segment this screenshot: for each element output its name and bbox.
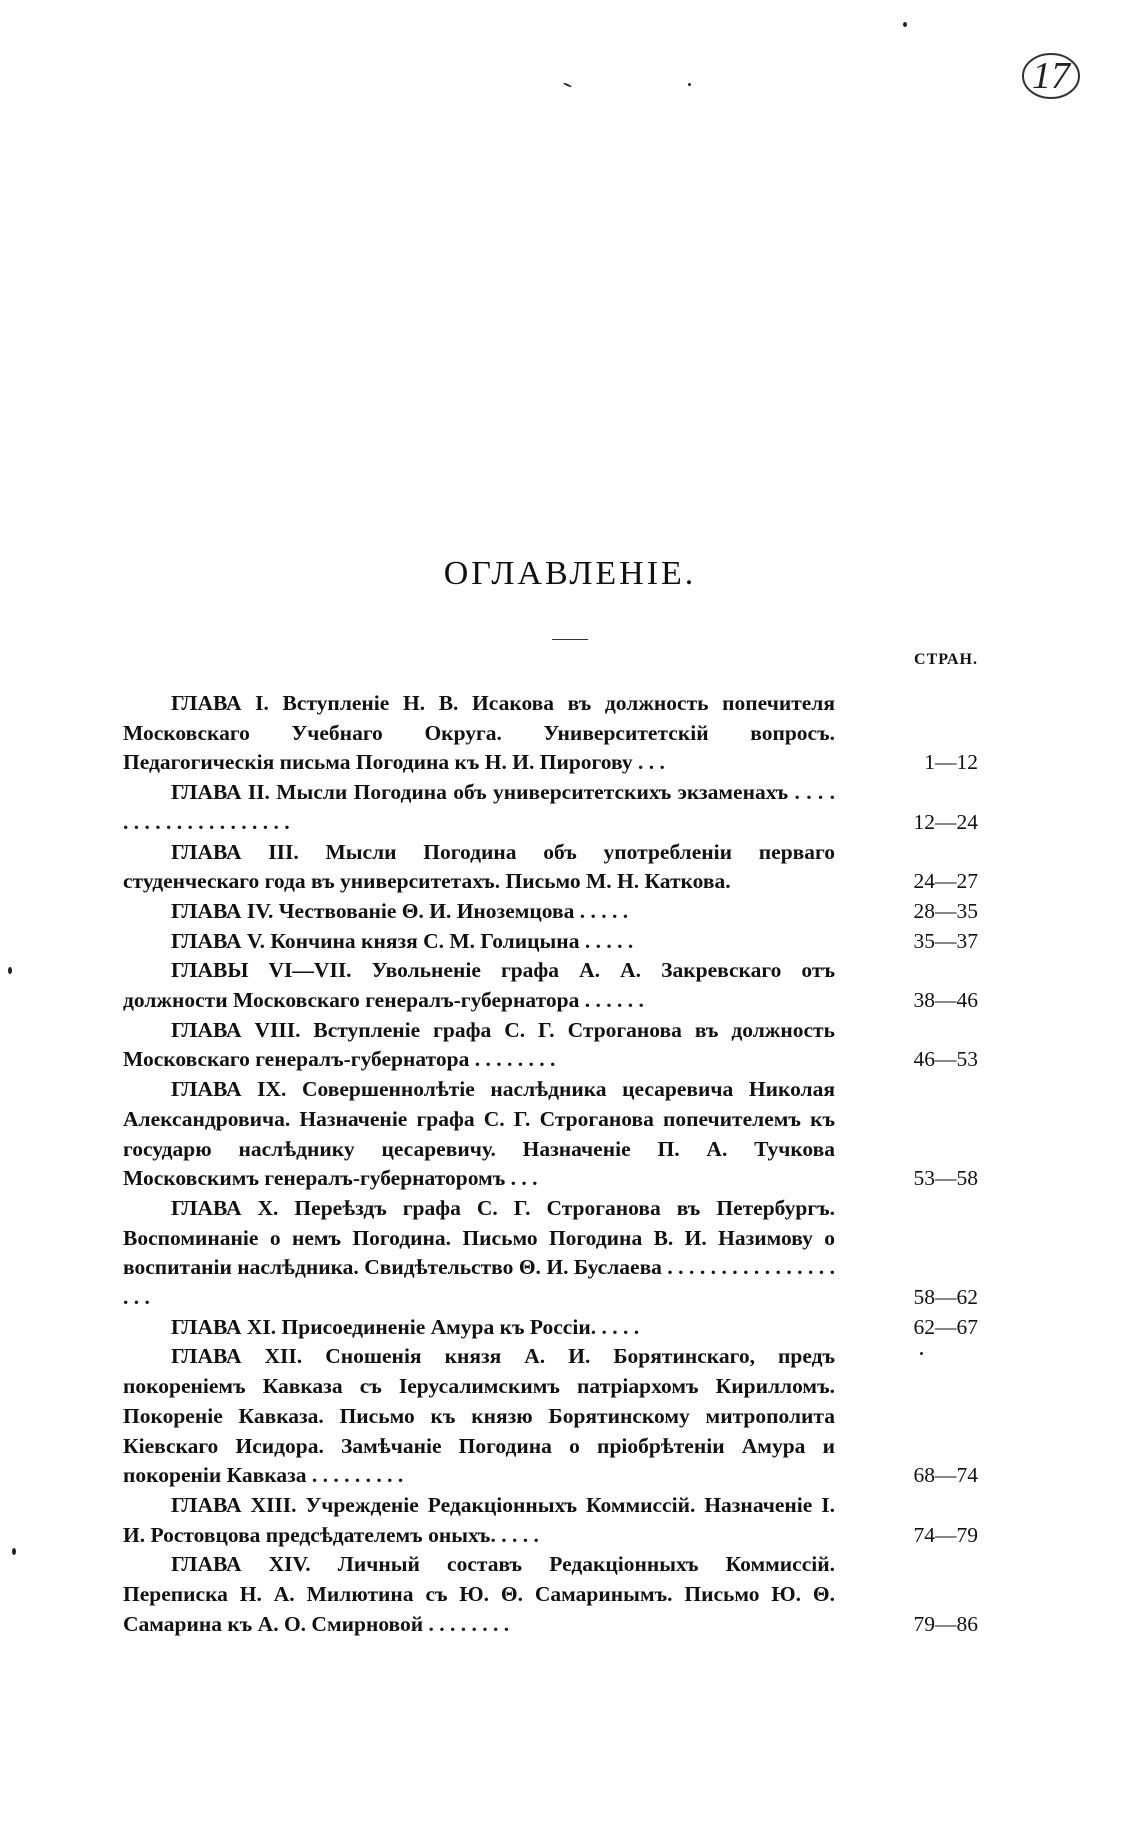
toc-entry-text: ГЛАВА X. Переѣздъ графа С. Г. Строганова въ Петербургъ. Воспоминаніе о немъ Погодина. Письмо Погодина В. И. Назимову о воспитаніи наслѣдника. Свидѣтельство Θ. И. Буслаева . . . . . . . . . . . . . . . . . . . [123, 1195, 835, 1310]
toc-entry [123, 1491, 978, 1550]
toc-entry-text: ГЛАВА XI. Присоединеніе Амура къ Россіи. . . . . [171, 1314, 640, 1339]
toc-entry-text: ГЛАВА XII. Сношенія князя А. И. Борятинскаго, предъ покореніемъ Кавказа съ Іерусалимскимъ патріархомъ Кирилломъ. Покореніе Кавказа. Письмо къ князю Борятинскому митрополита Кіевскаго Исидора. Замѣчаніе Погодина о пріобрѣтеніи Амура и покореніи Кавказа . . . . . . . . . [123, 1344, 835, 1488]
toc-entry-text: ГЛАВА IX. Совершеннолѣтіе наслѣдника цесаревича Николая Александровича. Назначеніе графа С. Г. Строганова попечителемъ къ государю наслѣднику цесаревичу. Назначеніе П. А. Тучкова Московскимъ генералъ-губернаторомъ . . . [123, 1077, 835, 1191]
toc-entry [123, 927, 978, 957]
toc-entry-pages: 1—12 [924, 750, 978, 775]
ink-speck [8, 967, 12, 974]
toc-entry [123, 1194, 978, 1313]
toc-entry-pages: 35—37 [913, 928, 978, 953]
toc-entry-pages: 53—58 [913, 1166, 978, 1191]
toc-entry-pages: 38—46 [913, 988, 978, 1013]
handwritten-page-number [1020, 50, 1082, 102]
table-of-contents [123, 689, 978, 1640]
title-divider [552, 639, 588, 640]
toc-entry-text: ГЛАВА VIII. Вступленіе графа С. Г. Строганова въ должность Московскаго генералъ-губернатора . . . . . . . . [123, 1017, 835, 1072]
toc-entry-text: ГЛАВА IV. Чествованіе Θ. И. Иноземцова . . . . . [171, 898, 629, 923]
toc-entry-text: ГЛАВА I. Вступленіе Н. В. Исакова въ должность попечителя Московскаго Учебнаго Округа. Университетскій вопросъ. Педагогическія письма Погодина къ Н. И. Пирогову . . . [123, 691, 835, 775]
toc-entry [123, 956, 978, 1015]
toc-entry-text: ГЛАВА II. Мысли Погодина объ университетскихъ экзаменахъ . . . . . . . . . . . . . . . . . . . . [123, 780, 835, 834]
toc-entry [123, 1342, 978, 1491]
toc-entry-pages: 24—27 [913, 869, 978, 894]
toc-entry-text: ГЛАВА III. Мысли Погодина объ употребленіи перваго студенческаго года въ университетахъ. Письмо М. Н. Каткова. [123, 839, 835, 894]
toc-entry-text: ГЛАВЫ VI—VII. Увольненіе графа А. А. Закревскаго отъ должности Московскаго генералъ-губернатора . . . . . . [123, 958, 835, 1013]
toc-entry-pages: 79—86 [913, 1611, 978, 1636]
toc-entry [123, 1016, 978, 1075]
toc-entry-pages: 58—62 [913, 1285, 978, 1310]
toc-entry [123, 838, 978, 897]
toc-entry-text: ГЛАВА XIII. Учрежденіе Редакціонныхъ Коммиссій. Назначеніе І. И. Ростовцова предсѣдателемъ оныхъ. . . . . [123, 1492, 835, 1547]
page-mark-text: 17 [1032, 55, 1070, 97]
ink-speck [903, 22, 907, 27]
toc-entry [123, 1075, 978, 1194]
page-title: ОГЛАВЛЕНІЕ. [443, 555, 697, 592]
toc-entry-text: ГЛАВА XIV. Личный составъ Редакціонныхъ Коммиссій. Переписка Н. А. Милютина съ Ю. Θ. Самаринымъ. Письмо Ю. Θ. Самарина къ А. О. Смирновой . . . . . . . . [123, 1552, 835, 1636]
ink-speck [688, 83, 691, 86]
toc-entry-pages: 74—79 [913, 1522, 978, 1547]
toc-entry [123, 897, 978, 927]
toc-entry [123, 778, 978, 837]
toc-entry-text: ГЛАВА V. Кончина князя С. М. Голицына . . . . . [171, 928, 634, 953]
ink-speck [563, 82, 572, 88]
toc-entry-pages: 68—74 [913, 1463, 978, 1488]
toc-entry [123, 1313, 978, 1343]
toc-entry [123, 1550, 978, 1639]
toc-entry-pages: 62—67 [913, 1314, 978, 1339]
toc-entry [123, 689, 978, 778]
toc-entry-pages: 12—24 [913, 809, 978, 834]
pages-column-header: СТРАН. [914, 651, 978, 668]
ink-speck [12, 1548, 16, 1555]
toc-entry-pages: 46—53 [913, 1047, 978, 1072]
toc-entry-pages: 28—35 [913, 898, 978, 923]
